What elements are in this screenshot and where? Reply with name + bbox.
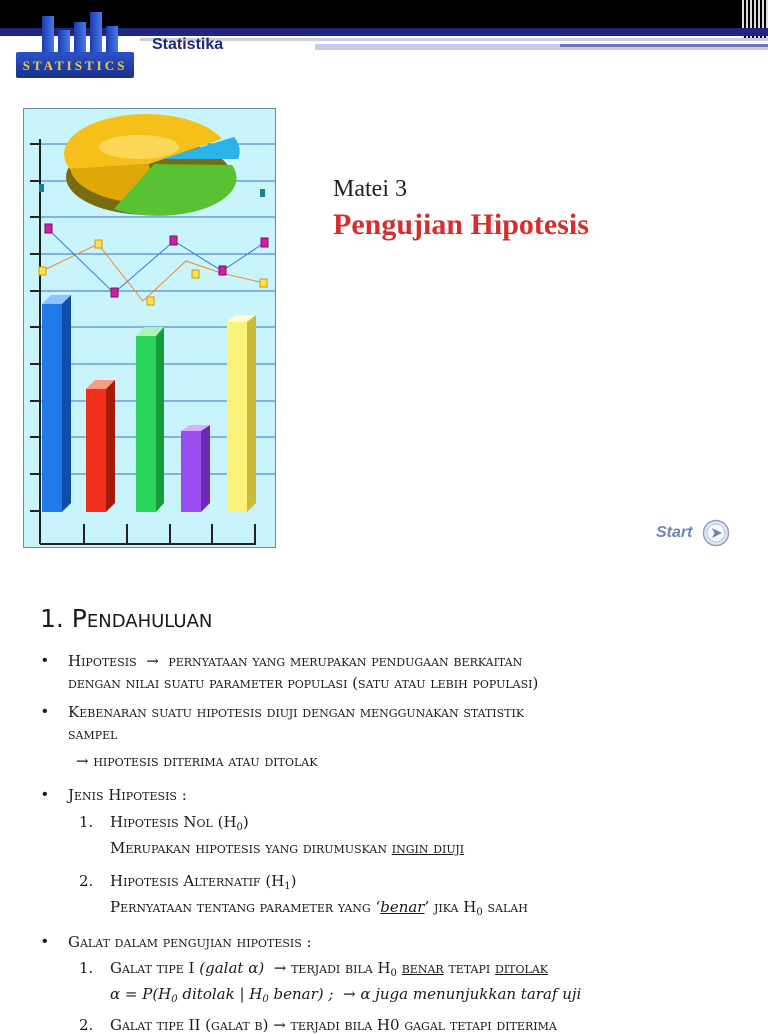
right-arrow-icon: →: [338, 985, 361, 1003]
hipotesis-alternatif: Hipotesis Alternatif $(H_1)$: [110, 872, 297, 892]
logo-text: STATISTICS: [22, 58, 128, 73]
right-arrow-icon: →: [268, 959, 292, 977]
start-label: Start: [656, 524, 693, 541]
bullet-jenis: Jenis Hipotesis :: [68, 786, 187, 804]
cover-illustration: [23, 108, 276, 548]
section-heading: 1. Pendahuluan: [40, 604, 213, 633]
bullet-dot: •: [42, 933, 48, 950]
play-arrow-circle-icon: [702, 519, 730, 547]
bullet-galat: Galat dalam pengujian hipotesis :: [68, 933, 312, 951]
right-arrow-icon: →: [141, 652, 164, 670]
list-number: 1.: [79, 813, 94, 831]
hipotesis-nol: Hipotesis Nol $(H_0)$: [110, 813, 249, 833]
hipotesis-alternatif-desc: Pernyataan tentang parameter yang ‘benar’ jika $H_0$ salah: [110, 898, 528, 918]
list-number: 2.: [79, 1016, 94, 1034]
lecture-subtitle: Matei 3: [333, 176, 407, 202]
header-accent-rule: [560, 44, 768, 47]
galat-tipe-1-formula: $\alpha = P(H_0$ ditolak | $H_0$ benar) ; → α juga menunjukkan taraf uji: [110, 985, 582, 1005]
header-light-rule: [140, 38, 768, 41]
list-number: 1.: [79, 959, 94, 977]
statistics-clipart: [24, 109, 275, 547]
list-number: 2.: [79, 872, 94, 890]
bullet-dot: •: [42, 786, 48, 803]
galat-tipe-1: Galat tipe I (galat α) → terjadi bila $H_0$ benar tetapi ditolak: [110, 959, 549, 979]
lecture-title: Pengujian Hipotesis: [333, 208, 589, 241]
statistics-logo: [12, 8, 136, 78]
bullet-hipotesis-cont: dengan nilai suatu parameter populasi (satu atau lebih populasi): [68, 674, 539, 692]
start-button[interactable]: [656, 519, 730, 547]
bullet-kebenaran-result: → hipotesis diterima atau ditolak: [76, 752, 318, 770]
bullet-dot: •: [42, 652, 48, 669]
bullet-dot: •: [42, 703, 48, 720]
galat-tipe-2-partial: Galat tipe II (galat β) → terjadi bila H0 gagal tetapi diterima: [110, 1016, 557, 1034]
bullet-kebenaran: Kebenaran suatu hipotesis diuji dengan menggunakan statistik: [68, 703, 525, 721]
hipotesis-nol-desc: Merupakan hipotesis yang dirumuskan ingin diuji: [110, 839, 465, 857]
bullet-hipotesis: Hipotesis → pernyataan yang merupakan pendugaan berkaitan: [68, 652, 523, 670]
bullet-kebenaran-cont: sampel: [68, 725, 118, 743]
header-title: Statistika: [152, 36, 224, 53]
right-arrow-icon: →: [76, 752, 94, 770]
